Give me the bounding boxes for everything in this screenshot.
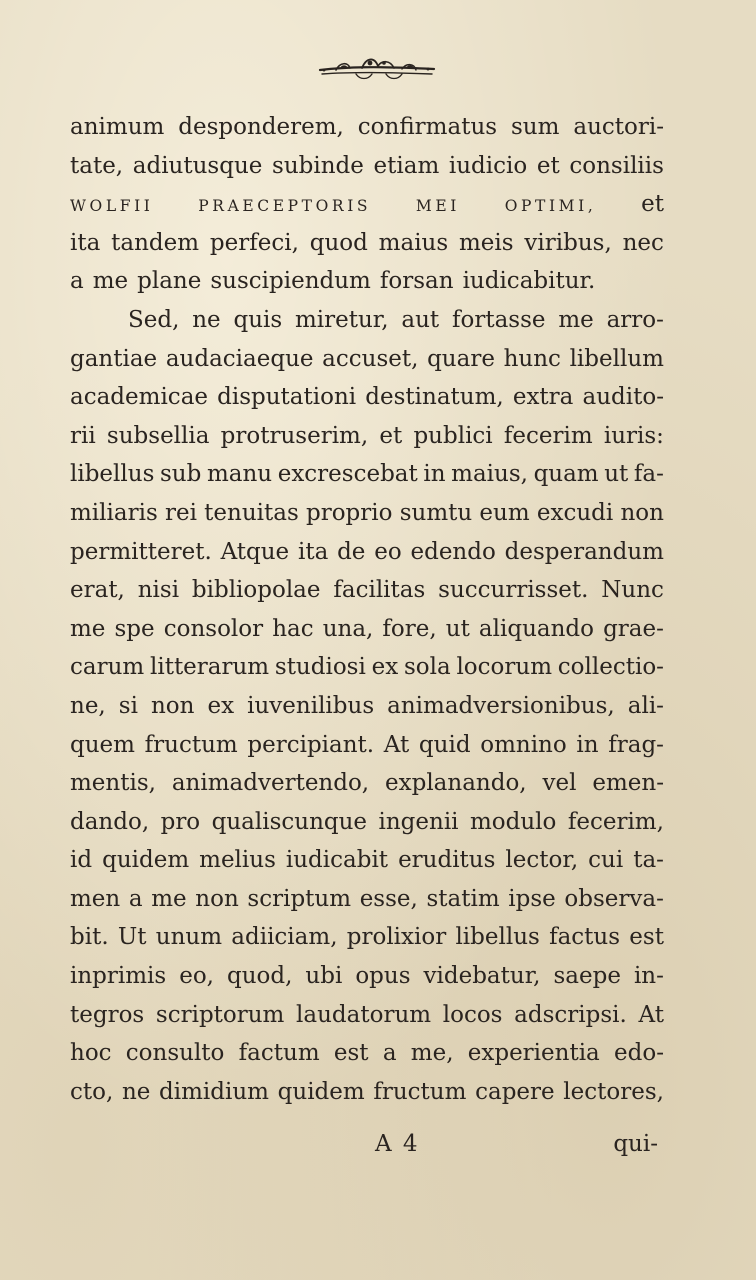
text-line xyxy=(70,803,664,842)
word: animadvertendo, xyxy=(171,770,370,797)
word: explanando, xyxy=(385,770,527,797)
text-line xyxy=(70,880,664,919)
word: edo- xyxy=(614,1040,664,1067)
word: ut xyxy=(604,461,629,488)
word: aut xyxy=(401,306,440,333)
word: iudicio xyxy=(448,152,528,179)
word: a xyxy=(382,1040,397,1067)
word: emen- xyxy=(592,770,664,797)
word: me xyxy=(70,615,106,642)
word: ut xyxy=(445,615,470,642)
text-line xyxy=(70,918,664,957)
word: quis xyxy=(233,306,283,333)
word: qualiscunque xyxy=(211,808,368,835)
word: percipiant. xyxy=(247,731,375,758)
word: quidem xyxy=(102,847,190,874)
word: dimidium xyxy=(159,1078,269,1105)
word: carum xyxy=(70,654,145,681)
signature-mark: A 4 xyxy=(375,1131,420,1157)
word: Ut xyxy=(117,924,147,951)
word: observa- xyxy=(564,885,664,912)
text-line xyxy=(70,378,664,417)
text-line xyxy=(70,147,664,186)
word: manu xyxy=(206,461,273,488)
word: cui xyxy=(588,847,624,874)
word: extra xyxy=(512,384,574,411)
word: iudicabit xyxy=(285,847,389,874)
word: edendo xyxy=(410,538,496,565)
word: laudatorum xyxy=(296,1001,432,1028)
word: etiam xyxy=(373,152,440,179)
word: mentis, xyxy=(70,770,156,797)
word: suscipiendum xyxy=(210,268,371,295)
word: frag- xyxy=(608,731,664,758)
word: sumtu xyxy=(399,499,473,526)
word: quid xyxy=(418,731,471,758)
word: fore, xyxy=(382,615,437,642)
word: nisi xyxy=(137,577,180,604)
word: et xyxy=(641,191,664,218)
word: unum xyxy=(155,924,223,951)
word: publici xyxy=(413,422,493,449)
word: scriptum xyxy=(247,885,352,912)
word: ali- xyxy=(627,692,664,719)
word: modulo xyxy=(469,808,557,835)
word: audito- xyxy=(582,384,664,411)
word: MEI xyxy=(415,197,460,216)
word: ne xyxy=(192,306,221,333)
word: tandem xyxy=(111,229,200,256)
word: plane xyxy=(137,268,202,295)
word: miretur, xyxy=(294,306,389,333)
word: locorum xyxy=(456,654,553,681)
word: arro- xyxy=(606,306,664,333)
word: quam xyxy=(533,461,599,488)
word: factum xyxy=(238,1040,320,1067)
word: melius xyxy=(199,847,276,874)
word: in xyxy=(423,461,446,488)
word: ex xyxy=(371,654,399,681)
word: WOLFII xyxy=(70,197,154,216)
word: collectio- xyxy=(557,654,664,681)
word: hoc xyxy=(70,1040,112,1067)
word: una, xyxy=(322,615,374,642)
word: opus xyxy=(355,963,411,990)
word: litterarum xyxy=(149,654,270,681)
word: rei xyxy=(164,499,197,526)
word: libellus xyxy=(70,461,155,488)
word: sum xyxy=(511,114,560,140)
word: tenuitas xyxy=(204,499,299,526)
text-line xyxy=(70,957,664,996)
word: dando, xyxy=(70,808,150,835)
word: a xyxy=(70,268,84,295)
text-line xyxy=(70,1073,664,1112)
word: experientia xyxy=(467,1040,600,1067)
word: adiiciam, xyxy=(231,924,338,951)
word: fortasse xyxy=(452,306,546,333)
text-line xyxy=(70,648,664,687)
text-line xyxy=(70,455,664,494)
word: spe xyxy=(114,615,155,642)
word: pro xyxy=(160,808,201,835)
word: Atque xyxy=(220,538,290,565)
word: tate, xyxy=(70,152,124,179)
word: desponderem, xyxy=(178,114,344,140)
word: excudi xyxy=(536,499,614,526)
word: maius xyxy=(378,229,449,256)
text-line xyxy=(70,340,664,379)
word: in- xyxy=(633,963,664,990)
word: subinde xyxy=(272,152,364,179)
word: est xyxy=(629,924,664,951)
word: id xyxy=(70,847,93,874)
text-line xyxy=(70,996,664,1035)
word: eum xyxy=(479,499,530,526)
word: iudicabitur. xyxy=(462,268,596,295)
word: ita xyxy=(70,229,101,256)
text-line xyxy=(70,726,664,765)
word: capere xyxy=(475,1078,555,1105)
word: protruserim, xyxy=(220,422,369,449)
word: men xyxy=(70,885,121,912)
word: excrescebat xyxy=(277,461,418,488)
word: confirmatus xyxy=(357,114,498,140)
word: sola xyxy=(403,654,451,681)
word: locos xyxy=(442,1001,503,1028)
word: erat, xyxy=(70,577,125,604)
word: est xyxy=(333,1040,369,1067)
word: me xyxy=(92,268,129,295)
word: fructum xyxy=(144,731,238,758)
word: ingenii xyxy=(378,808,459,835)
page-footer xyxy=(70,1124,664,1164)
word: libellum xyxy=(569,345,664,372)
text-line xyxy=(70,417,664,456)
word: saepe xyxy=(553,963,621,990)
ornament-icon xyxy=(316,52,438,84)
word: scriptorum xyxy=(155,1001,285,1028)
word: in xyxy=(576,731,599,758)
text-line xyxy=(70,262,664,301)
word: fecerim, xyxy=(567,808,664,835)
word: lectores, xyxy=(563,1078,664,1105)
word: nec xyxy=(622,229,664,256)
word: disputationi xyxy=(217,384,357,411)
word: iuris: xyxy=(603,422,664,449)
word: consulto xyxy=(125,1040,225,1067)
word: quem xyxy=(70,731,135,758)
word: quod xyxy=(309,229,368,256)
word: bibliopolae xyxy=(191,577,321,604)
word: esse, xyxy=(359,885,418,912)
text-line xyxy=(70,1034,664,1073)
text-line xyxy=(70,610,664,649)
word: statim xyxy=(426,885,500,912)
word: perfeci, xyxy=(209,229,299,256)
text-line xyxy=(70,764,664,803)
word: audaciaeque xyxy=(165,345,314,372)
text-line xyxy=(70,224,664,263)
word: hunc xyxy=(503,345,561,372)
word: At xyxy=(383,731,410,758)
word: me, xyxy=(410,1040,454,1067)
text-line xyxy=(70,841,664,880)
word: ita xyxy=(297,538,329,565)
word: rii xyxy=(70,422,96,449)
word: auctori- xyxy=(573,114,664,140)
word: consiliis xyxy=(569,152,664,179)
word: fa- xyxy=(633,461,664,488)
word: cto, xyxy=(70,1078,114,1105)
word: animum xyxy=(70,114,165,140)
word: Sed, xyxy=(128,306,180,333)
word: non xyxy=(620,499,664,526)
word: academicae xyxy=(70,384,209,411)
word: subsellia xyxy=(106,422,210,449)
word: succurrisset. xyxy=(438,577,589,604)
text-line xyxy=(70,301,664,340)
word: permitteret. xyxy=(70,538,212,565)
word: ubi xyxy=(305,963,343,990)
word: gantiae xyxy=(70,345,158,372)
word: At xyxy=(638,1001,664,1028)
word: sub xyxy=(159,461,202,488)
word: PRAECEPTORIS xyxy=(198,197,372,216)
word: ex xyxy=(207,692,235,719)
word: ipse xyxy=(508,885,556,912)
word: miliaris xyxy=(70,499,158,526)
word: viribus, xyxy=(524,229,612,256)
word: omnino xyxy=(480,731,567,758)
word: ta- xyxy=(633,847,664,874)
text-line xyxy=(70,533,664,572)
word: accuset, xyxy=(322,345,419,372)
text-line xyxy=(70,687,664,726)
word: quidem xyxy=(277,1078,365,1105)
word: maius, xyxy=(451,461,528,488)
word: eruditus xyxy=(398,847,496,874)
word: facilitas xyxy=(333,577,426,604)
word: adiutusque xyxy=(132,152,263,179)
word: consolor xyxy=(163,615,264,642)
word: a xyxy=(128,885,143,912)
word: me xyxy=(558,306,594,333)
word: bit. xyxy=(70,924,109,951)
catchword: qui- xyxy=(613,1131,658,1157)
word: desperandum xyxy=(504,538,664,565)
word: ne, xyxy=(70,692,106,719)
word: me xyxy=(151,885,187,912)
word: studiosi xyxy=(274,654,366,681)
text-line xyxy=(70,185,664,224)
word: quare xyxy=(427,345,495,372)
word: forsan xyxy=(379,268,454,295)
word: destinatum, xyxy=(365,384,504,411)
word: libellus xyxy=(455,924,540,951)
word: vel xyxy=(542,770,577,797)
word: et xyxy=(379,422,403,449)
word: si xyxy=(118,692,138,719)
word: non xyxy=(195,885,239,912)
word: hac xyxy=(272,615,314,642)
word: non xyxy=(150,692,195,719)
word: factus xyxy=(549,924,621,951)
word: fructum xyxy=(373,1078,467,1105)
word: ne xyxy=(121,1078,151,1105)
text-line xyxy=(70,571,664,610)
word: eo, xyxy=(179,963,214,990)
word: videbatur, xyxy=(423,963,541,990)
word: fecerim xyxy=(503,422,593,449)
word: aliquando xyxy=(478,615,594,642)
word: grae- xyxy=(603,615,664,642)
word: inprimis xyxy=(70,963,167,990)
word: animadversionibus, xyxy=(387,692,615,719)
word: iuvenilibus xyxy=(247,692,375,719)
word: proprio xyxy=(305,499,393,526)
word: de xyxy=(337,538,366,565)
word: Nunc xyxy=(601,577,664,604)
word: OPTIMI, xyxy=(504,197,597,216)
word: eo xyxy=(374,538,402,565)
text-line xyxy=(70,494,664,533)
body-text xyxy=(70,108,664,1111)
word: quod, xyxy=(227,963,293,990)
word: tegros xyxy=(70,1001,145,1028)
word: meis xyxy=(459,229,514,256)
text-line xyxy=(70,108,664,147)
word: adscripsi. xyxy=(514,1001,627,1028)
word: lector, xyxy=(505,847,579,874)
word: et xyxy=(536,152,560,179)
word: prolixior xyxy=(346,924,447,951)
